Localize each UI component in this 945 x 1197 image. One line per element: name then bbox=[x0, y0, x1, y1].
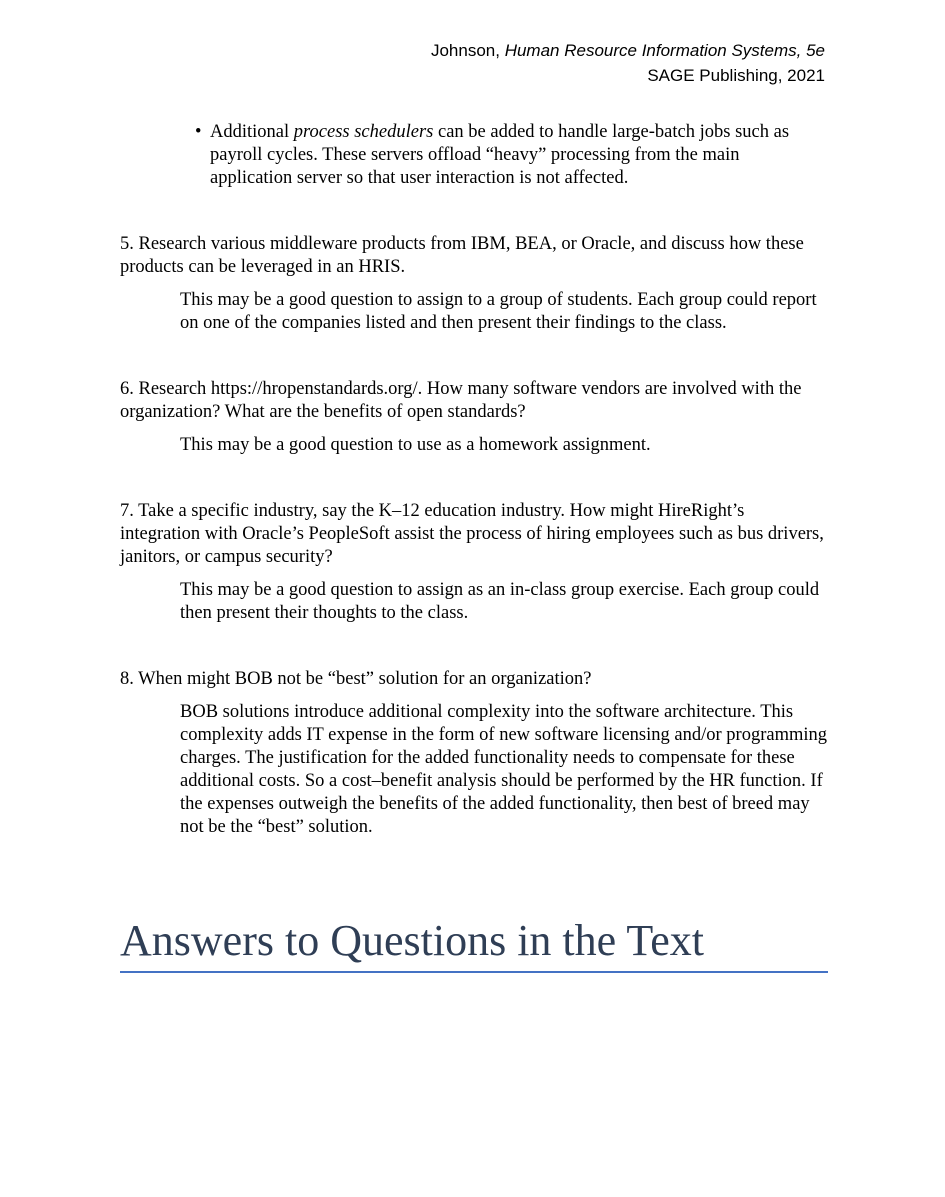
question-7: 7. Take a specific industry, say the K–12 education industry. How might HireRight’s integration with Oracle’s PeopleSoft assist the process of hiring employees such as bus drivers, janitors, or campus security? bbox=[120, 501, 824, 567]
answer-8: BOB solutions introduce additional complexity into the software architecture. This complexity adds IT expense in the form of new software licensing and/or programming charges. The justification for the added functionality needs to compensate for these additional costs. So a cost–benefit analysis should be performed by the HR function. If the expenses outweigh the benefits of the added functionality, then best of breed may not be the “best” solution. bbox=[180, 702, 827, 837]
bullet-item bbox=[195, 121, 825, 190]
question-5: 5. Research various middleware products from IBM, BEA, or Oracle, and discuss how these products can be leveraged in an HRIS. bbox=[120, 234, 804, 277]
answer-7: This may be a good question to assign as an in-class group exercise. Each group could then present their thoughts to the class. bbox=[180, 580, 820, 623]
bullet-prefix: Additional bbox=[210, 122, 294, 142]
bullet-text bbox=[210, 121, 825, 190]
header-citation bbox=[431, 38, 825, 63]
answer-5: This may be a good question to assign to a group of students. Each group could report on one of the companies listed and then present their findings to the class. bbox=[180, 290, 817, 333]
answer-6: This may be a good question to use as a homework assignment. bbox=[180, 435, 651, 455]
bullet-suffix: can be added to handle large-batch jobs such as payroll cycles. These servers offload “heavy” processing from the main application server so that user interaction is not affected. bbox=[210, 122, 790, 188]
header-publisher: SAGE Publishing, 2021 bbox=[647, 66, 825, 85]
running-header bbox=[431, 38, 825, 88]
bullet-italic-term: process schedulers bbox=[293, 122, 434, 142]
section-heading: Answers to Questions in the Text bbox=[120, 912, 828, 973]
question-8: 8. When might BOB not be “best” solution for an organization? bbox=[120, 669, 592, 689]
header-author: Johnson, bbox=[430, 41, 505, 60]
question-6: 6. Research https://hropenstandards.org/. How many software vendors are involved with the organization? What are the benefits of open standards? bbox=[120, 379, 802, 422]
bullet-marker: • bbox=[195, 122, 202, 142]
header-book-title: Human Resource Information Systems, 5e bbox=[504, 41, 825, 60]
